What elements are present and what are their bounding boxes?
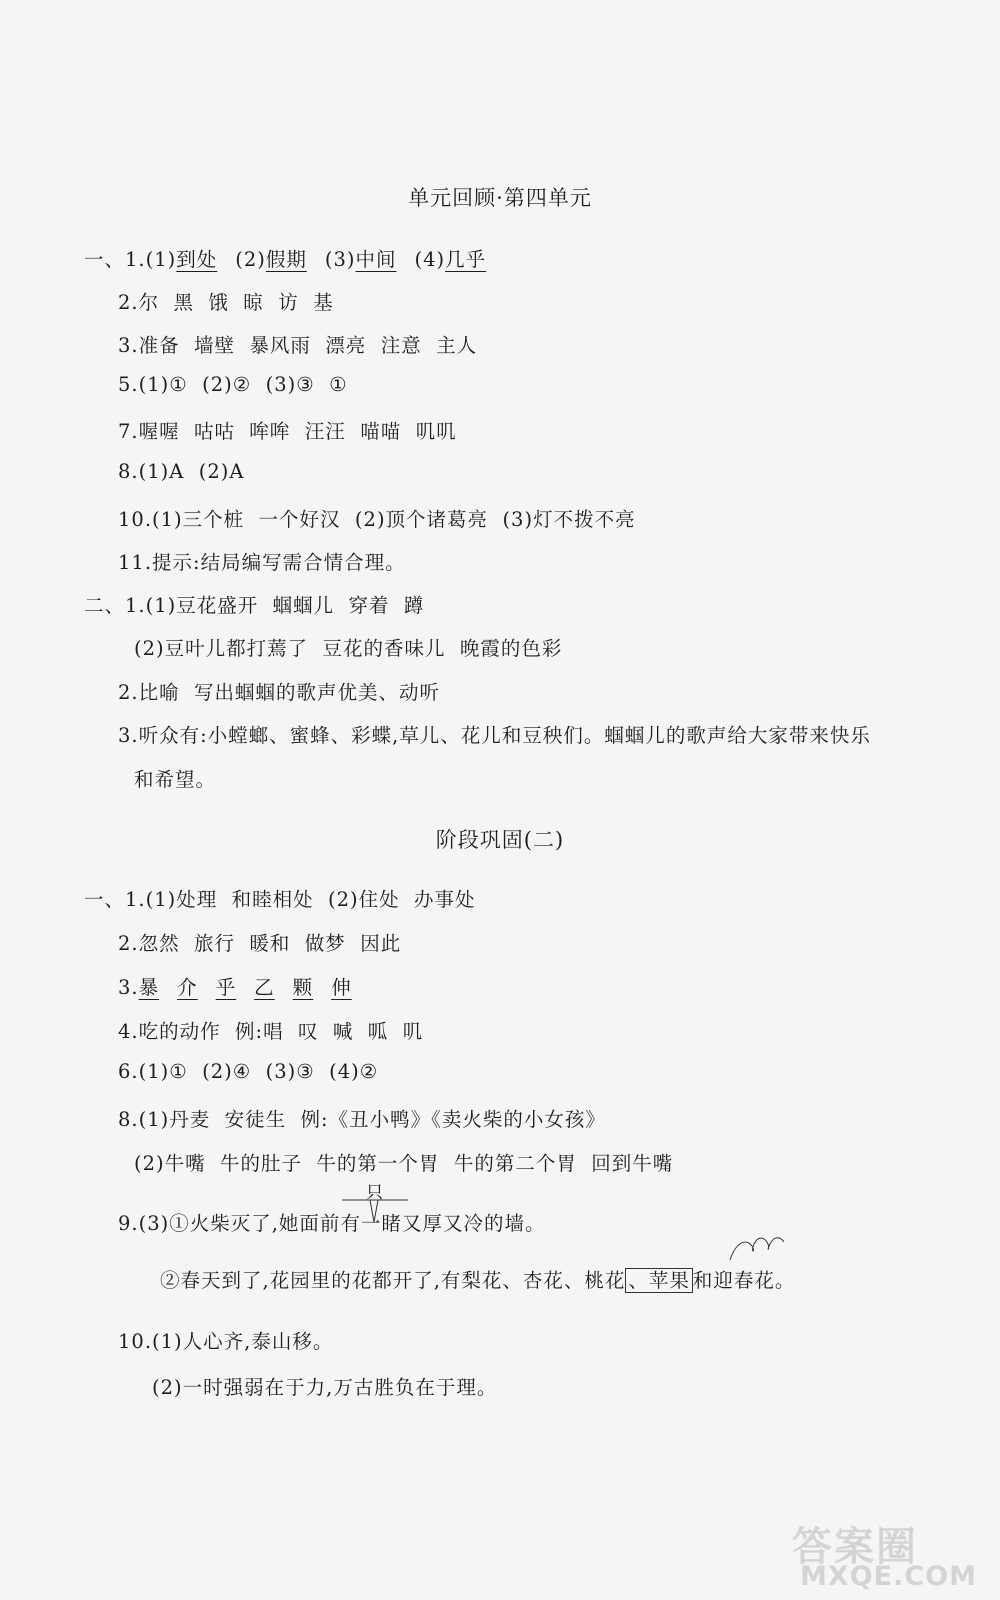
q9-delete-mark	[728, 1232, 788, 1262]
watermark-text-cn: 答案圈	[792, 1524, 918, 1570]
unit-review-q10: 10.(1)三个桩 一个好汉 (2)顶个诸葛亮 (3)灯不拨不亮	[118, 508, 636, 531]
section-title-stage-review: 阶段巩固(二)	[435, 828, 565, 852]
part2-q1-line2: (2)豆叶儿都打蔫了 豆花的香味儿 晚霞的色彩	[134, 637, 563, 660]
q9-sentence1-before: 9.(3)①火柴灭了,她面前	[118, 1212, 341, 1235]
q9-insert-word: 只	[366, 1183, 383, 1203]
stage-review-q3	[118, 972, 352, 1000]
unit-review-q3: 3.准备 墙壁 暴风雨 漂亮 注意 主人	[118, 334, 478, 357]
q3-char-3: 乎	[215, 976, 237, 999]
unit-review-q8: 8.(1)A (2)A	[118, 460, 245, 483]
unit-review-q7: 7.喔喔 咕咕 哞哞 汪汪 喵喵 叽叽	[118, 420, 457, 443]
stage-review-q10-line1: 10.(1)人心齐,泰山移。	[118, 1330, 334, 1353]
q9-sentence2-before: ②春天到了,花园里的花都开了,有梨花、杏花、桃花	[160, 1269, 626, 1292]
q1-item-3-word: 中间	[355, 248, 397, 271]
watermark-logo	[792, 1515, 982, 1595]
stage-review-q8-line2: (2)牛嘴 牛的肚子 牛的第一个胃 牛的第二个胃 回到牛嘴	[134, 1152, 674, 1175]
stage-review-q2: 2.忽然 旅行 暖和 做梦 因此	[118, 932, 402, 955]
q3-char-5: 颗	[292, 976, 314, 999]
watermark-text-url: MXQE.COM	[800, 1561, 977, 1592]
section-title-unit-review: 单元回顾·第四单元	[408, 186, 592, 210]
q9-boxed-word: 、苹果	[625, 1268, 693, 1293]
part2-q3-line2: 和希望。	[134, 768, 217, 791]
unit-review-q1	[84, 244, 486, 272]
q3-char-4: 乙	[254, 976, 275, 999]
q1-item-1-word: 到处	[176, 248, 218, 271]
q1-item-2-word: 假期	[265, 248, 307, 271]
part2-q3-line1: 3.听众有:小螳螂、蜜蜂、彩蝶,草儿、花儿和豆秧们。蝈蝈儿的歌声给大家带来快乐	[118, 724, 871, 747]
unit-review-q5: 5.(1)① (2)② (3)③ ①	[118, 373, 348, 396]
stage-review-q10-line2: (2)一时强弱在于力,万古胜负在于理。	[152, 1376, 498, 1399]
q1-item-4-word: 几乎	[445, 248, 487, 271]
stage-review-q1: 一、1.(1)处理 和睦相处 (2)住处 办事处	[84, 888, 476, 911]
q1-item-1-num: (1)	[145, 248, 177, 271]
stage-review-q8-line1: 8.(1)丹麦 安徒生 例:《丑小鸭》《卖火柴的小女孩》	[118, 1108, 606, 1131]
unit-review-q11: 11.提示:结局编写需合情合理。	[118, 551, 406, 574]
part2-q2: 2.比喻 写出蝈蝈的歌声优美、动听	[118, 681, 441, 704]
part2-q1-line1: 二、1.(1)豆花盛开 蝈蝈儿 穿着 蹲	[84, 594, 425, 617]
q9-sentence1-after: 有一睹又厚又冷的墙。	[340, 1212, 546, 1235]
q3-char-6: 伸	[331, 976, 352, 999]
q1-prefix: 一、1.	[84, 248, 146, 271]
q1-item-3-num: (3)	[324, 248, 356, 271]
stage-review-q6: 6.(1)① (2)④ (3)③ (4)②	[118, 1060, 379, 1083]
q1-item-4-num: (4)	[414, 248, 446, 271]
stage-review-q4: 4.吃的动作 例:唱 叹 喊 呱 叽	[118, 1020, 424, 1043]
stage-review-q9-sentence2	[160, 1265, 795, 1293]
stage-review-q9-sentence1	[118, 1208, 545, 1236]
q3-char-1: 暴	[138, 976, 160, 999]
q3-char-2: 介	[177, 976, 198, 999]
q3-prefix: 3.	[118, 976, 139, 999]
q1-item-2-num: (2)	[235, 248, 266, 271]
unit-review-q2: 2.尔 黑 饿 晾 访 基	[118, 291, 334, 314]
q9-sentence2-after: 和迎春花。	[692, 1269, 796, 1292]
